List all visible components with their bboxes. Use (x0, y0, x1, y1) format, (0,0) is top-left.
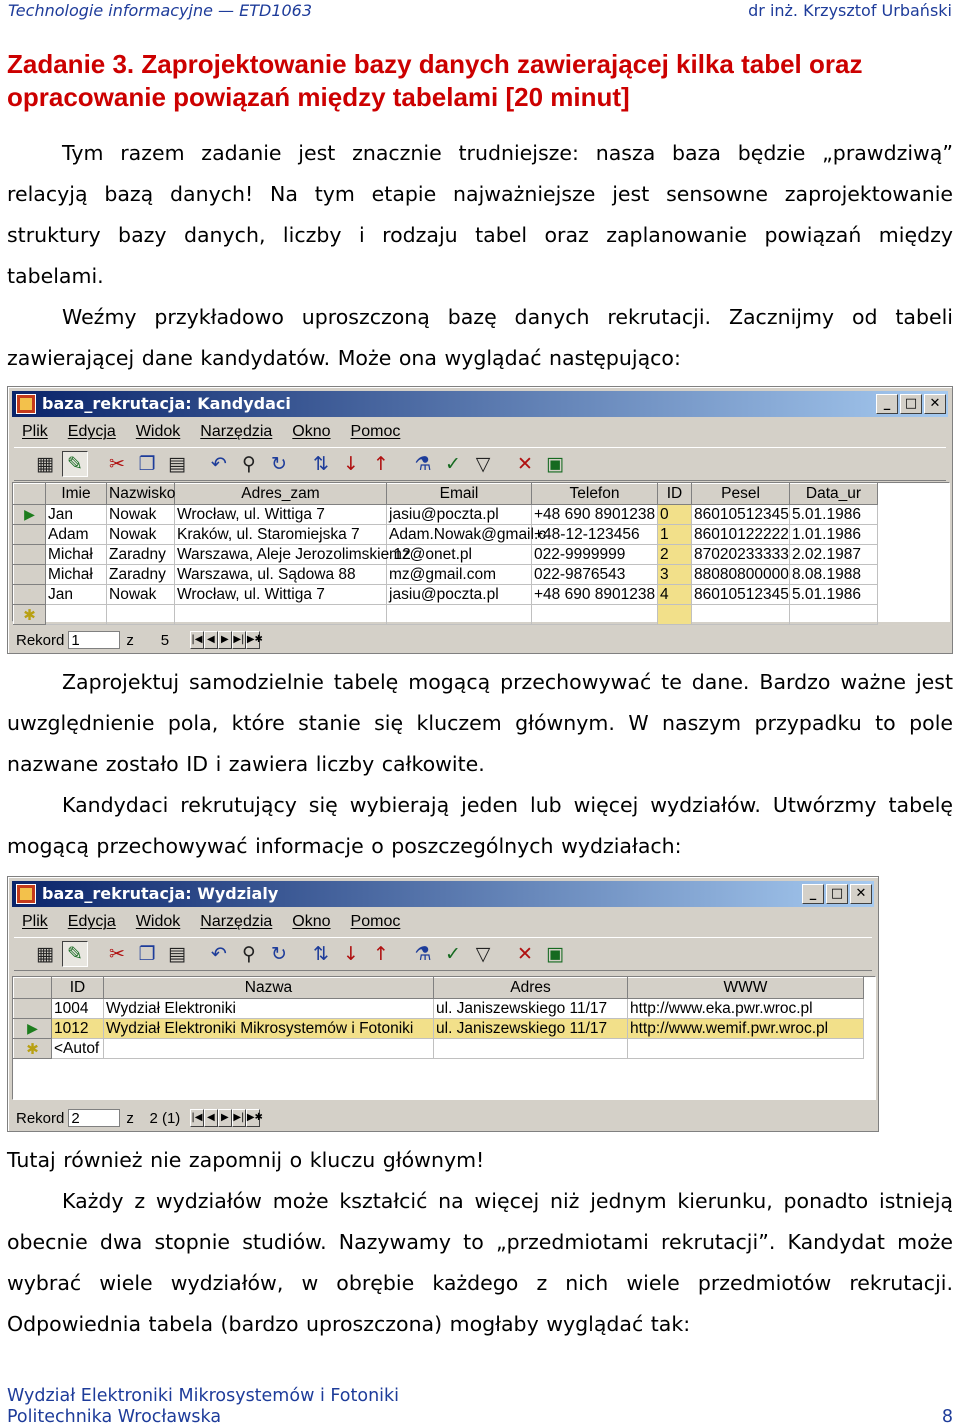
find-icon[interactable]: ⚲ (242, 452, 256, 475)
cell[interactable]: 1 (658, 525, 692, 545)
column-header[interactable]: Adres (434, 978, 628, 999)
design-icon[interactable]: ✎ (62, 451, 88, 477)
menu-bar (14, 420, 946, 444)
page-footer (7, 1386, 953, 1428)
cell[interactable]: Nowak (107, 525, 175, 545)
toolbar (14, 447, 946, 481)
table-row[interactable] (14, 565, 878, 585)
sort-az-icon[interactable]: ⇅ (313, 942, 329, 965)
cell[interactable]: http://www.eka.pwr.wroc.pl (628, 999, 864, 1019)
delete-record-icon[interactable]: ✕ (517, 942, 533, 965)
cell[interactable]: jasiu@poczta.pl (387, 505, 532, 525)
cell[interactable]: Wydział Elektroniki Mikrosystemów i Fotoniki (104, 1019, 434, 1039)
cell[interactable]: Wrocław, ul. Wittiga 7 (175, 505, 387, 525)
cell[interactable]: 8.08.1988 (790, 565, 878, 585)
cell[interactable]: mz@gmail.com (387, 565, 532, 585)
cell[interactable]: Warszawa, Aleje Jerozolimskie 12 (175, 545, 387, 565)
current-record-icon: ▶ (27, 1020, 38, 1036)
window-titlebar (12, 881, 874, 907)
cell[interactable]: ul. Janiszewskiego 11/17 (434, 999, 628, 1019)
menu-tools[interactable]: Narzędzia (200, 423, 273, 440)
new-record-nav-icon[interactable]: ▶✱ (246, 1109, 260, 1127)
sort-desc-icon[interactable]: ↑ (373, 942, 389, 965)
cell[interactable]: 86010122222 (692, 525, 790, 545)
record-selector[interactable] (14, 565, 46, 585)
copy-icon[interactable]: ❐ (138, 452, 156, 475)
sort-az-icon[interactable]: ⇅ (313, 452, 329, 475)
table-row[interactable] (14, 505, 878, 525)
new-record-icon: ✱ (23, 606, 36, 624)
column-header[interactable]: Pesel (692, 484, 790, 505)
next-record-icon[interactable]: ▶ (218, 1109, 232, 1127)
cell[interactable]: 2.02.1987 (790, 545, 878, 565)
close-button[interactable]: ✕ (850, 884, 872, 904)
record-selector[interactable] (14, 505, 46, 525)
row-selector-header (14, 484, 46, 505)
menu-view[interactable]: Widok (135, 423, 181, 440)
design-icon[interactable]: ✎ (62, 941, 88, 967)
cut-icon[interactable]: ✂ (109, 942, 125, 965)
delete-record-icon[interactable]: ✕ (517, 452, 533, 475)
menu-help[interactable]: Pomoc (350, 913, 401, 930)
minimize-button[interactable]: _ (802, 884, 824, 904)
cell[interactable]: Michał (46, 565, 107, 585)
new-record-icon: ✱ (26, 1040, 39, 1058)
row-selector-header (14, 978, 52, 999)
sort-asc-icon[interactable]: ↓ (343, 942, 359, 965)
table-row[interactable] (14, 585, 878, 605)
column-header[interactable]: Data_ur (790, 484, 878, 505)
record-count: 5 (160, 631, 170, 649)
autonumber-placeholder[interactable]: <Autof (52, 1039, 104, 1059)
cell[interactable]: Michał (46, 545, 107, 565)
faculties-datasheet (12, 976, 876, 1100)
record-label: Rekord (16, 631, 65, 649)
candidates-window (7, 386, 953, 654)
undo-icon[interactable]: ↶ (211, 942, 227, 965)
record-count: 2 (1) (149, 1109, 181, 1127)
cell[interactable]: Jan (46, 585, 107, 605)
copy-icon[interactable]: ❐ (138, 942, 156, 965)
column-header[interactable]: Telefon (532, 484, 658, 505)
record-navigator (12, 1108, 263, 1128)
cell[interactable]: Wrocław, ul. Wittiga 7 (175, 585, 387, 605)
minimize-button[interactable]: _ (876, 394, 898, 414)
cell[interactable]: Warszawa, ul. Sądowa 88 (175, 565, 387, 585)
candidates-datasheet (12, 482, 950, 622)
paragraph-5: Tutaj również nie zapomnij o kluczu głównym! (7, 1148, 485, 1172)
maximize-button[interactable]: □ (900, 394, 922, 414)
cell[interactable]: +48 690 8901238 (532, 505, 658, 525)
window-title: baza_rekrutacja: Kandydaci (42, 394, 291, 413)
column-header[interactable]: Imie (46, 484, 107, 505)
record-selector[interactable] (14, 585, 46, 605)
previous-record-icon[interactable]: ◀ (204, 1109, 218, 1127)
cell[interactable]: +48-12-123456 (532, 525, 658, 545)
cell[interactable]: 4 (658, 585, 692, 605)
record-of-label: z (126, 631, 134, 649)
sort-asc-icon[interactable]: ↓ (343, 452, 359, 475)
university-name: Politechnika Wrocławska (7, 1407, 222, 1427)
task-title: Zadanie 3. Zaprojektowanie bazy danych zawierającej kilka tabel oraz opracowanie powiązań między tabelami [20 minut] (7, 49, 863, 112)
table-row[interactable] (14, 525, 878, 545)
cell[interactable]: Adam (46, 525, 107, 545)
page-header (0, 0, 960, 22)
record-number-input[interactable]: 2 (68, 1109, 120, 1127)
cell[interactable]: Adam.Nowak@gmail.c (387, 525, 532, 545)
faculty-name: Wydział Elektroniki Mikrosystemów i Fotoniki (7, 1386, 400, 1406)
refresh-icon[interactable]: ↻ (271, 942, 287, 965)
paragraph-2: Weźmy przykładowo uproszczoną bazę danych rekrutacji. Zacznijmy od tabeli zawierającej dane kandydatów. Może ona wyglądać następująco: (7, 305, 953, 370)
filter-form-icon[interactable]: ✓ (445, 942, 461, 965)
previous-record-icon[interactable]: ◀ (204, 631, 218, 649)
column-header[interactable]: Adres_zam (175, 484, 387, 505)
window-titlebar (12, 391, 948, 417)
table-row[interactable] (14, 545, 878, 565)
cell[interactable]: ul. Janiszewskiego 11/17 (434, 1019, 628, 1039)
last-record-icon[interactable]: ▶| (232, 1109, 246, 1127)
menu-file[interactable]: Plik (22, 913, 48, 930)
cell[interactable]: Nowak (107, 505, 175, 525)
new-record-nav-icon[interactable]: ▶✱ (246, 631, 260, 649)
cell[interactable]: http://www.wemif.pwr.wroc.pl (628, 1019, 864, 1039)
column-header[interactable]: WWW (628, 978, 864, 999)
menu-tools[interactable]: Narzędzia (200, 913, 273, 930)
cell[interactable]: mz@onet.pl (387, 545, 532, 565)
filter-icon[interactable]: ▽ (475, 942, 491, 965)
record-label: Rekord (16, 1109, 65, 1127)
record-selector[interactable] (14, 1039, 52, 1059)
cell[interactable]: Nowak (107, 585, 175, 605)
page-number: 8 (941, 1407, 953, 1427)
new-object-icon[interactable]: ▣ (546, 942, 564, 965)
table-icon[interactable]: ▦ (36, 452, 54, 475)
cell[interactable]: Zaradny (107, 545, 175, 565)
first-record-icon[interactable]: |◀ (190, 631, 204, 649)
cell[interactable]: 2 (658, 545, 692, 565)
column-header[interactable]: Nazwa (104, 978, 434, 999)
cell[interactable]: 3 (658, 565, 692, 585)
menu-bar (14, 910, 872, 934)
menu-edit[interactable]: Edycja (67, 423, 116, 440)
cell[interactable]: jasiu@poczta.pl (387, 585, 532, 605)
cell[interactable]: 87020233333 (692, 545, 790, 565)
cell[interactable]: Wydział Elektroniki (104, 999, 434, 1019)
first-record-icon[interactable]: |◀ (190, 1109, 204, 1127)
cell[interactable]: 1.01.1986 (790, 525, 878, 545)
cell[interactable]: 5.01.1986 (790, 505, 878, 525)
filter-selection-icon[interactable]: ⚗ (414, 942, 432, 965)
maximize-button[interactable]: □ (826, 884, 848, 904)
record-selector[interactable] (14, 1019, 52, 1039)
undo-icon[interactable]: ↶ (211, 452, 227, 475)
new-record-row[interactable] (14, 1039, 864, 1059)
faculties-window (7, 876, 879, 1132)
cell[interactable]: Kraków, ul. Staromiejska 7 (175, 525, 387, 545)
record-navigator (12, 630, 263, 650)
current-record-icon: ▶ (24, 506, 35, 522)
filter-icon[interactable]: ▽ (475, 452, 491, 475)
record-selector[interactable] (14, 525, 46, 545)
author-name: dr inż. Krzysztof Urbański (748, 1, 952, 20)
paragraph-3: Zaprojektuj samodzielnie tabelę mogącą przechowywać te dane. Bardzo ważne jest uwzględnienie pola, które stanie się kluczem głównym. W naszym przypadku to pole nazwane zostało ID i zawiera liczby całkowite. (7, 670, 953, 776)
close-button[interactable]: ✕ (924, 394, 946, 414)
cell[interactable]: 88080800000 (692, 565, 790, 585)
menu-window[interactable]: Okno (292, 423, 331, 440)
record-selector[interactable] (14, 605, 46, 625)
cell[interactable]: Jan (46, 505, 107, 525)
cell[interactable]: Zaradny (107, 565, 175, 585)
menu-view[interactable]: Widok (135, 913, 181, 930)
column-header[interactable]: Nazwisko (107, 484, 175, 505)
toolbar (14, 937, 872, 971)
course-name: Technologie informacyjne — ETD1063 (8, 1, 313, 20)
table-row[interactable] (14, 999, 864, 1019)
record-selector[interactable] (14, 999, 52, 1019)
cell[interactable]: 86010512345 (692, 505, 790, 525)
column-header[interactable]: Email (387, 484, 532, 505)
table-icon (16, 394, 36, 414)
cell[interactable]: 022-9999999 (532, 545, 658, 565)
cell[interactable]: 022-9876543 (532, 565, 658, 585)
refresh-icon[interactable]: ↻ (271, 452, 287, 475)
menu-edit[interactable]: Edycja (67, 913, 116, 930)
cell[interactable]: 1004 (52, 999, 104, 1019)
record-number-input[interactable]: 1 (68, 631, 120, 649)
new-object-icon[interactable]: ▣ (546, 452, 564, 475)
cell[interactable]: 86010512345 (692, 585, 790, 605)
new-record-row[interactable] (14, 605, 878, 625)
table-icon (16, 884, 36, 904)
cell[interactable]: 0 (658, 505, 692, 525)
sort-desc-icon[interactable]: ↑ (373, 452, 389, 475)
cell[interactable]: +48 690 8901238 (532, 585, 658, 605)
paragraph-1: Tym razem zadanie jest znacznie trudniejsze: nasza baza będzie „prawdziwą” relacyją bazą danych! Na tym etapie najważniejsze jest sensowne zaprojektowanie struktury bazy danych, liczby i rodzaju tabel oraz zaplanowanie powiązań między tabelami. (7, 141, 953, 288)
next-record-icon[interactable]: ▶ (218, 631, 232, 649)
header-row (14, 484, 878, 505)
paragraph-4: Kandydaci rekrutujący się wybierają jeden lub więcej wydziałów. Utwórzmy tabelę mogącą przechowywać informacje o poszczególnych wydziałach: (7, 793, 953, 858)
last-record-icon[interactable]: ▶| (232, 631, 246, 649)
cell[interactable]: 5.01.1986 (790, 585, 878, 605)
table-row[interactable] (14, 1019, 864, 1039)
paste-icon[interactable]: ▤ (168, 942, 186, 965)
column-header[interactable]: ID (658, 484, 692, 505)
paste-icon[interactable]: ▤ (168, 452, 186, 475)
window-title: baza_rekrutacja: Wydzialy (42, 884, 279, 903)
record-selector[interactable] (14, 545, 46, 565)
cut-icon[interactable]: ✂ (109, 452, 125, 475)
cell[interactable]: 1012 (52, 1019, 104, 1039)
find-icon[interactable]: ⚲ (242, 942, 256, 965)
table-icon[interactable]: ▦ (36, 942, 54, 965)
filter-selection-icon[interactable]: ⚗ (414, 452, 432, 475)
column-header[interactable]: ID (52, 978, 104, 999)
record-of-label: z (126, 1109, 134, 1127)
menu-window[interactable]: Okno (292, 913, 331, 930)
paragraph-6: Każdy z wydziałów może kształcić na więcej niż jednym kierunku, ponadto istnieją obecnie dwa stopnie studiów. Nazywamy to „przedmiotami rekrutacji”. Kandydat może wybrać wiele wydziałów, w obrębie każdego z nich wiele przedmiotów rekrutacji. Odpowiednia tabela (bardzo uproszczona) mogłaby wyglądać tak: (7, 1189, 953, 1336)
menu-file[interactable]: Plik (22, 423, 48, 440)
header-row (14, 978, 864, 999)
menu-help[interactable]: Pomoc (350, 423, 401, 440)
filter-form-icon[interactable]: ✓ (445, 452, 461, 475)
